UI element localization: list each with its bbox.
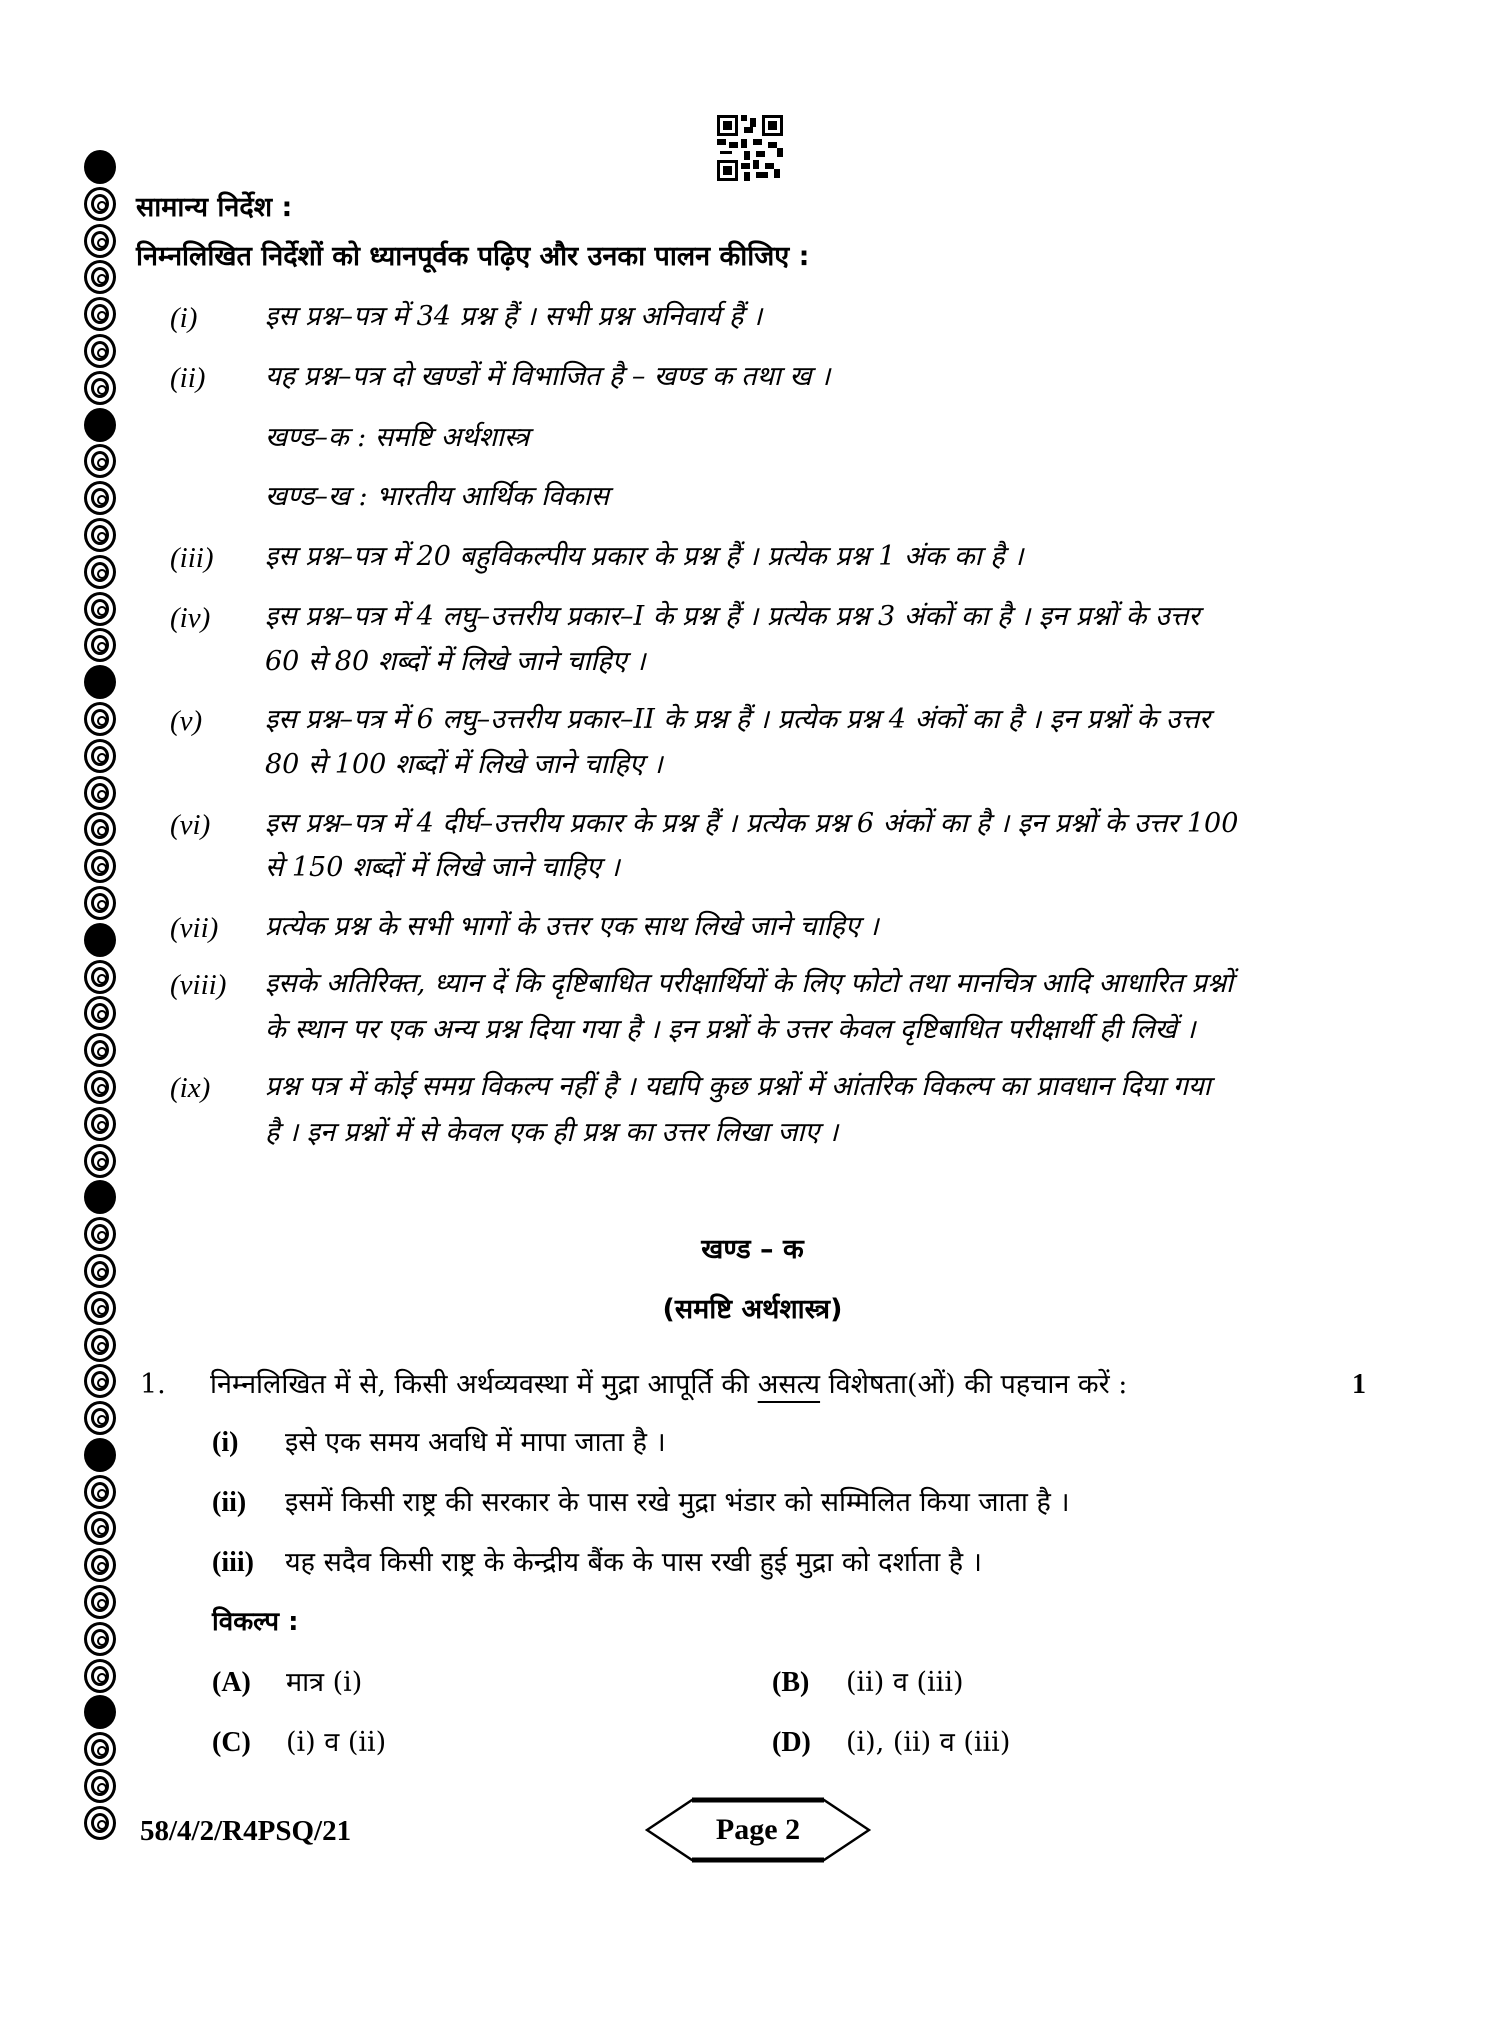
general-instructions-subtitle: निम्नलिखित निर्देशों को ध्यानपूर्वक पढ़िए और उनका पालन कीजिए : [136, 241, 810, 272]
statement-text: इसे एक समय अवधि में मापा जाता है । [285, 1427, 666, 1458]
statement-label: (i) [212, 1427, 239, 1458]
instruction-text-continued: है । इन प्रश्नों में से केवल एक ही प्रश्न का उत्तर लिखा जाए । [265, 1117, 839, 1148]
section-title-text: खण्ड – क [701, 1234, 804, 1265]
question-text-after: विशेषता(ओं) की पहचान करें : [820, 1369, 1128, 1400]
concentric-ring-icon [84, 1659, 116, 1693]
instruction-text: इस प्रश्न–पत्र में 6 लघु–उत्तरीय प्रकार–II के प्रश्न हैं । प्रत्येक प्रश्न 4 अंकों का है । इन प्रश्नों के उत्तर [265, 704, 1211, 735]
option-c[interactable] [212, 1729, 386, 1757]
instruction-label: (vii) [170, 912, 219, 944]
concentric-ring-icon [84, 628, 116, 662]
concentric-ring-icon [84, 1732, 116, 1766]
concentric-ring-icon [84, 224, 116, 258]
instruction-label: (ix) [170, 1072, 211, 1104]
instruction-text: प्रत्येक प्रश्न के सभी भागों के उत्तर एक साथ लिखे जाने चाहिए । [265, 911, 879, 942]
instruction-label: (v) [170, 705, 203, 737]
instruction-label: (iii) [170, 542, 214, 574]
concentric-ring-icon [84, 1511, 116, 1545]
instruction-text-continued: से 150 शब्दों में लिखे जाने चाहिए । [265, 852, 620, 883]
section-subtitle [0, 1296, 1505, 1323]
concentric-ring-icon [84, 371, 116, 405]
concentric-ring-icon [84, 555, 116, 589]
instruction-text-continued: 60 से 80 शब्दों में लिखे जाने चाहिए । [265, 646, 646, 677]
concentric-ring-icon [84, 996, 116, 1030]
question-text [210, 1371, 1127, 1398]
paper-code: 58/4/2/R4PSQ/21 [140, 1815, 352, 1847]
concentric-ring-icon [84, 1107, 116, 1141]
concentric-ring-icon [84, 260, 116, 294]
concentric-ring-icon [84, 886, 116, 920]
concentric-ring-icon [84, 1364, 116, 1398]
concentric-ring-icon [84, 444, 116, 478]
question-text-underlined: असत्य [757, 1369, 821, 1400]
filled-circle-icon [84, 150, 116, 184]
statement-text: इसमें किसी राष्ट्र की सरकार के पास रखे मुद्रा भंडार को सम्मिलित किया जाता है । [285, 1487, 1070, 1518]
instruction-text: इस प्रश्न–पत्र में 4 दीर्घ–उत्तरीय प्रकार के प्रश्न हैं । प्रत्येक प्रश्न 6 अंकों का है । इन प्रश्नों के उत्तर 100 [265, 808, 1239, 839]
concentric-ring-icon [84, 702, 116, 736]
concentric-ring-icon [84, 592, 116, 626]
filled-circle-icon [84, 665, 116, 699]
instruction-text-continued: 80 से 100 शब्दों में लिखे जाने चाहिए । [265, 749, 663, 780]
instruction-text: इस प्रश्न–पत्र में 34 प्रश्न हैं । सभी प्रश्न अनिवार्य हैं । [265, 301, 763, 332]
page-label: Page 2 [715, 1813, 801, 1846]
statement-label: (iii) [212, 1547, 254, 1578]
instruction-text: इस प्रश्न–पत्र में 20 बहुविकल्पीय प्रकार के प्रश्न हैं । प्रत्येक प्रश्न 1 अंक का है । [265, 541, 1024, 572]
concentric-ring-icon [84, 1328, 116, 1362]
option-label: (A) [212, 1667, 251, 1698]
option-text: (i), (ii) व (iii) [846, 1727, 1011, 1758]
instruction-label: (iv) [170, 602, 211, 634]
section-a-description: खण्ड–क : समष्टि अर्थशास्त्र [265, 422, 530, 453]
general-instructions-title: सामान्य निर्देश : [136, 192, 293, 223]
question-marks: 1 [1352, 1369, 1366, 1400]
concentric-ring-icon [84, 1033, 116, 1067]
page-number-badge [645, 1797, 871, 1863]
concentric-ring-icon [84, 1622, 116, 1656]
section-b-description: खण्ड–ख : भारतीय आर्थिक विकास [265, 481, 609, 512]
option-label: (D) [772, 1727, 811, 1758]
instruction-text: इसके अतिरिक्त, ध्यान दें कि दृष्टिबाधित परीक्षार्थियों के लिए फोटो तथा मानचित्र आदि आधारित प्रश्नों [265, 968, 1234, 999]
option-label: (B) [772, 1667, 810, 1698]
concentric-ring-icon [84, 187, 116, 221]
question-number: 1. [140, 1369, 166, 1400]
concentric-ring-icon [84, 1769, 116, 1803]
instruction-text: प्रश्न पत्र में कोई समग्र विकल्प नहीं है । यद्यपि कुछ प्रश्नों में आंतरिक विकल्प का प्रावधान दिया गया [265, 1071, 1211, 1102]
option-b[interactable] [772, 1669, 964, 1697]
concentric-ring-icon [84, 297, 116, 331]
option-text: मात्र (i) [286, 1667, 363, 1698]
concentric-ring-icon [84, 1475, 116, 1509]
qr-code-icon [717, 115, 783, 181]
margin-ring-strip [84, 150, 124, 1843]
instruction-label: (vi) [170, 809, 211, 841]
option-text: (ii) व (iii) [846, 1667, 964, 1698]
filled-circle-icon [84, 1695, 116, 1729]
concentric-ring-icon [84, 960, 116, 994]
section-subtitle-text: (समष्टि अर्थशास्त्र) [662, 1294, 843, 1325]
instruction-label: (viii) [170, 969, 227, 1001]
instruction-text-continued: के स्थान पर एक अन्य प्रश्न दिया गया है । इन प्रश्नों के उत्तर केवल दृष्टिबाधित परीक्षार्थी ही लिखें । [265, 1014, 1196, 1045]
concentric-ring-icon [84, 1585, 116, 1619]
filled-circle-icon [84, 408, 116, 442]
options-label: विकल्प : [212, 1607, 299, 1637]
concentric-ring-icon [84, 1806, 116, 1840]
concentric-ring-icon [84, 776, 116, 810]
instruction-label: (i) [170, 302, 198, 334]
concentric-ring-icon [84, 1070, 116, 1104]
option-text: (i) व (ii) [286, 1727, 387, 1758]
option-a[interactable] [212, 1669, 362, 1697]
concentric-ring-icon [84, 1144, 116, 1178]
concentric-ring-icon [84, 1548, 116, 1582]
section-title [0, 1236, 1505, 1263]
concentric-ring-icon [84, 849, 116, 883]
option-d[interactable] [772, 1729, 1010, 1757]
question-text-before: निम्नलिखित में से, किसी अर्थव्यवस्था में मुद्रा आपूर्ति की [210, 1369, 758, 1400]
filled-circle-icon [84, 1180, 116, 1214]
option-label: (C) [212, 1727, 251, 1758]
instruction-label: (ii) [170, 362, 206, 394]
concentric-ring-icon [84, 812, 116, 846]
instruction-text: इस प्रश्न–पत्र में 4 लघु–उत्तरीय प्रकार–I के प्रश्न हैं । प्रत्येक प्रश्न 3 अंकों का है । इन प्रश्नों के उत्तर [265, 601, 1200, 632]
concentric-ring-icon [84, 481, 116, 515]
statement-label: (ii) [212, 1487, 247, 1518]
concentric-ring-icon [84, 518, 116, 552]
concentric-ring-icon [84, 334, 116, 368]
concentric-ring-icon [84, 739, 116, 773]
concentric-ring-icon [84, 1401, 116, 1435]
filled-circle-icon [84, 923, 116, 957]
statement-text: यह सदैव किसी राष्ट्र के केन्द्रीय बैंक के पास रखी हुई मुद्रा को दर्शाता है । [285, 1547, 982, 1578]
filled-circle-icon [84, 1438, 116, 1472]
instruction-text: यह प्रश्न–पत्र दो खण्डों में विभाजित है – खण्ड क तथा ख । [265, 361, 831, 392]
